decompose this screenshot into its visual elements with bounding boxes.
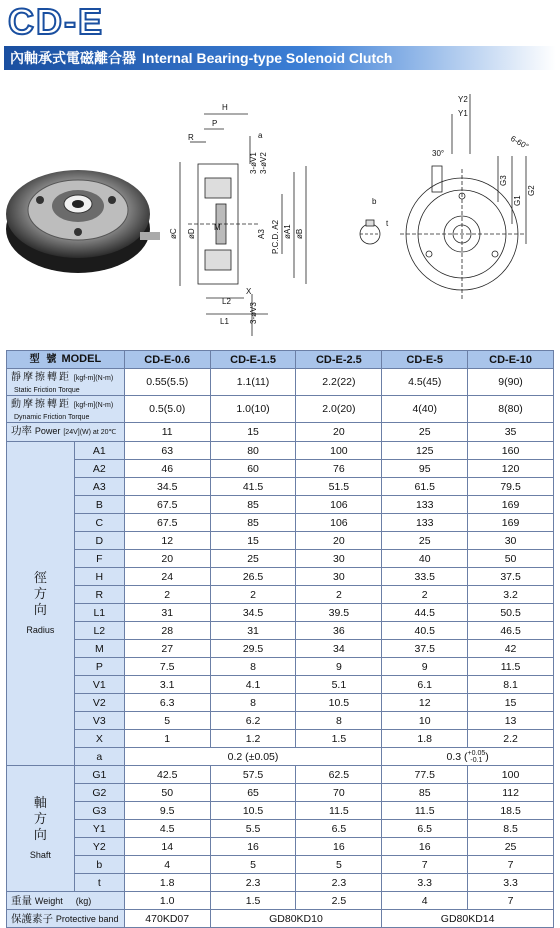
table-row	[7, 550, 554, 568]
banner-text	[10, 47, 392, 69]
param-value: 8.5	[468, 820, 554, 838]
param-value: 79.5	[468, 478, 554, 496]
param-value: 3.2	[468, 586, 554, 604]
power-label: 功率 Power [24V](W) at 20℃	[7, 423, 125, 442]
param-value: 85	[210, 496, 296, 514]
dim-A3: A3	[257, 229, 266, 239]
dim-A2: P.C.D. A2	[271, 219, 280, 254]
param-value: 57.5	[210, 766, 296, 784]
model-col: CD-E-5	[382, 351, 468, 369]
clutch-photo	[6, 170, 160, 273]
param-name: V3	[74, 712, 124, 730]
dim-D: øD	[187, 228, 196, 239]
param-value: 63	[124, 442, 210, 460]
param-value: 14	[124, 838, 210, 856]
dim-L2: L2	[222, 297, 231, 306]
param-name: R	[74, 586, 124, 604]
model-col: CD-E-2.5	[296, 351, 382, 369]
param-value: 133	[382, 496, 468, 514]
table-row	[7, 658, 554, 676]
param-value: 28	[124, 622, 210, 640]
param-value: 160	[468, 442, 554, 460]
param-value: 169	[468, 514, 554, 532]
param-value: 46.5	[468, 622, 554, 640]
param-value: 44.5	[382, 604, 468, 622]
param-name: G3	[74, 802, 124, 820]
param-value: 41.5	[210, 478, 296, 496]
dim-M: M	[214, 223, 221, 232]
param-value: 37.5	[382, 640, 468, 658]
param-value: 106	[296, 514, 382, 532]
param-value: 31	[124, 604, 210, 622]
param-value: 1.5	[296, 730, 382, 748]
param-value: 30	[468, 532, 554, 550]
param-value: 25	[210, 550, 296, 568]
static-torque-label: 靜摩擦轉距 [kgf-m](N-m) Static Friction Torque	[7, 369, 125, 396]
table-row	[7, 514, 554, 532]
param-value: 77.5	[382, 766, 468, 784]
param-value: 7	[468, 856, 554, 874]
dim-R: R	[188, 133, 194, 142]
param-value: 2	[296, 586, 382, 604]
param-value: 1	[124, 730, 210, 748]
param-value: 120	[468, 460, 554, 478]
param-value: 76	[296, 460, 382, 478]
param-value: 37.5	[468, 568, 554, 586]
param-name: L1	[74, 604, 124, 622]
table-row	[7, 820, 554, 838]
table-row	[7, 568, 554, 586]
table-row	[7, 838, 554, 856]
param-value: 60	[210, 460, 296, 478]
a-value-2: 0.3 (+0.05 -0.1 )	[382, 748, 554, 766]
param-value: 50.5	[468, 604, 554, 622]
model-col: CD-E-10	[468, 351, 554, 369]
param-value: 125	[382, 442, 468, 460]
table-row	[7, 874, 554, 892]
param-value: 4.1	[210, 676, 296, 694]
param-value: 7.5	[124, 658, 210, 676]
param-value: 169	[468, 496, 554, 514]
param-value: 4	[124, 856, 210, 874]
param-value: 10.5	[296, 694, 382, 712]
param-value: 9	[382, 658, 468, 676]
param-value: 40	[382, 550, 468, 568]
param-value: 5.1	[296, 676, 382, 694]
model-col: CD-E-1.5	[210, 351, 296, 369]
param-name: G2	[74, 784, 124, 802]
param-value: 25	[468, 838, 554, 856]
param-value: 50	[468, 550, 554, 568]
param-name: D	[74, 532, 124, 550]
param-value: 2.3	[296, 874, 382, 892]
dim-6-60: 6-60°	[509, 133, 531, 152]
title-area	[4, 2, 556, 42]
param-value: 10	[382, 712, 468, 730]
param-value: 15	[468, 694, 554, 712]
spec-table	[6, 350, 554, 928]
param-value: 9	[296, 658, 382, 676]
param-value: 24	[124, 568, 210, 586]
param-value: 112	[468, 784, 554, 802]
param-value: 100	[468, 766, 554, 784]
param-value: 8	[296, 712, 382, 730]
param-value: 30	[296, 550, 382, 568]
param-value: 33.5	[382, 568, 468, 586]
param-value: 67.5	[124, 514, 210, 532]
param-name: Y1	[74, 820, 124, 838]
param-value: 51.5	[296, 478, 382, 496]
dim-V3: 3-øV3	[249, 302, 258, 324]
param-name: A1	[74, 442, 124, 460]
param-value: 70	[296, 784, 382, 802]
param-value: 6.5	[382, 820, 468, 838]
param-value: 67.5	[124, 496, 210, 514]
param-value: 50	[124, 784, 210, 802]
param-value: 1.2	[210, 730, 296, 748]
param-name: A3	[74, 478, 124, 496]
param-value: 1.8	[382, 730, 468, 748]
param-value: 26.5	[210, 568, 296, 586]
param-value: 27	[124, 640, 210, 658]
dim-V2: 3-øV2	[259, 152, 268, 174]
table-row	[7, 802, 554, 820]
dynamic-torque-row: 動摩擦轉距 [kgf-m](N-m) Dynamic Friction Torque 0.5(5.0) 1.0(10) 2.0(20) 4(40) 8(80)	[7, 396, 554, 423]
param-value: 29.5	[210, 640, 296, 658]
param-value: 3.3	[382, 874, 468, 892]
param-value: 25	[382, 532, 468, 550]
param-value: 11.5	[468, 658, 554, 676]
shaft-detail	[360, 220, 380, 244]
param-name: t	[74, 874, 124, 892]
param-value: 20	[296, 532, 382, 550]
param-value: 8.1	[468, 676, 554, 694]
param-value: 42	[468, 640, 554, 658]
dim-Y2: Y2	[458, 95, 468, 104]
title-cn: 內軸承式電磁離合器	[10, 50, 136, 66]
param-value: 15	[210, 532, 296, 550]
param-value: 13	[468, 712, 554, 730]
param-value: 31	[210, 622, 296, 640]
protective-band-row: 保護素子 Protective band 470KD07 GD80KD10 GD80KD14	[7, 910, 554, 928]
param-name: F	[74, 550, 124, 568]
param-value: 10.5	[210, 802, 296, 820]
param-value: 65	[210, 784, 296, 802]
param-value: 2.2	[468, 730, 554, 748]
param-value: 5	[210, 856, 296, 874]
shaft-body-group-label: 軸 方 向 Shaft	[7, 766, 75, 892]
param-value: 42.5	[124, 766, 210, 784]
param-value: 16	[382, 838, 468, 856]
param-value: 3.3	[468, 874, 554, 892]
dim-Y1: Y1	[458, 109, 468, 118]
param-value: 36	[296, 622, 382, 640]
table-row	[7, 604, 554, 622]
param-value: 9.5	[124, 802, 210, 820]
param-value: 6.5	[296, 820, 382, 838]
dim-G2: G2	[527, 185, 536, 196]
param-value: 133	[382, 514, 468, 532]
param-value: 16	[296, 838, 382, 856]
dim-C: øC	[169, 228, 178, 239]
table-row	[7, 532, 554, 550]
param-value: 5.5	[210, 820, 296, 838]
radius-rows	[7, 442, 554, 766]
param-value: 6.3	[124, 694, 210, 712]
dim-H: H	[222, 103, 228, 112]
band-label: 保護素子 Protective band	[7, 910, 125, 928]
param-value: 4.5	[124, 820, 210, 838]
param-value: 40.5	[382, 622, 468, 640]
param-name: b	[74, 856, 124, 874]
param-value: 34.5	[210, 604, 296, 622]
param-name: L2	[74, 622, 124, 640]
table-row	[7, 694, 554, 712]
param-value: 11.5	[382, 802, 468, 820]
technical-figure	[0, 74, 560, 344]
side-view-drawing	[400, 94, 526, 299]
dim-30deg: 30°	[432, 149, 445, 158]
param-name: G1	[74, 766, 124, 784]
param-value: 2	[210, 586, 296, 604]
dim-P: P	[212, 119, 218, 128]
static-torque-row: 靜摩擦轉距 [kgf-m](N-m) Static Friction Torque 0.55(5.5) 1.1(11) 2.2(22) 4.5(45) 9(90)	[7, 369, 554, 396]
table-row	[7, 622, 554, 640]
table-row	[7, 640, 554, 658]
param-name: Y2	[74, 838, 124, 856]
param-value: 18.5	[468, 802, 554, 820]
title-banner	[4, 44, 556, 72]
param-value: 11.5	[296, 802, 382, 820]
param-name: A2	[74, 460, 124, 478]
table-row	[7, 460, 554, 478]
dim-A1: øA1	[283, 224, 292, 239]
param-value: 100	[296, 442, 382, 460]
param-value: 34.5	[124, 478, 210, 496]
table-row	[7, 496, 554, 514]
table-row	[7, 676, 554, 694]
param-value: 8	[210, 658, 296, 676]
param-value: 8	[210, 694, 296, 712]
param-value: 85	[210, 514, 296, 532]
shaft-rows	[7, 766, 554, 892]
model-code-title: CD-E	[8, 1, 104, 42]
dim-X: X	[246, 287, 252, 296]
table-row	[7, 478, 554, 496]
dim-a: a	[258, 131, 263, 140]
title-en: Internal Bearing-type Solenoid Clutch	[142, 50, 393, 66]
dynamic-torque-label: 動摩擦轉距 [kgf-m](N-m) Dynamic Friction Torque	[7, 396, 125, 423]
param-value: 95	[382, 460, 468, 478]
param-value: 6.1	[382, 676, 468, 694]
dim-G3: G3	[499, 175, 508, 186]
table-row	[7, 442, 554, 460]
param-value: 16	[210, 838, 296, 856]
table-row	[7, 784, 554, 802]
param-value: 30	[296, 568, 382, 586]
model-col: CD-E-0.6	[124, 351, 210, 369]
param-name: X	[74, 730, 124, 748]
param-value: 85	[382, 784, 468, 802]
param-name: C	[74, 514, 124, 532]
param-name: H	[74, 568, 124, 586]
param-value: 62.5	[296, 766, 382, 784]
radius-body-group-label: 徑 方 向 Radius	[7, 442, 75, 766]
param-value: 12	[124, 532, 210, 550]
param-value: 34	[296, 640, 382, 658]
param-value: 61.5	[382, 478, 468, 496]
dim-G1: G1	[513, 195, 522, 206]
param-name: P	[74, 658, 124, 676]
param-value: 106	[296, 496, 382, 514]
param-name: B	[74, 496, 124, 514]
param-value: 1.8	[124, 874, 210, 892]
param-value: 5	[296, 856, 382, 874]
dim-t: t	[386, 219, 389, 228]
param-value: 20	[124, 550, 210, 568]
param-value: 7	[382, 856, 468, 874]
table-row	[7, 856, 554, 874]
param-name: M	[74, 640, 124, 658]
param-value: 5	[124, 712, 210, 730]
table-row-a: a 0.2 (±0.05) 0.3 (+0.05 -0.1 )	[7, 748, 554, 766]
power-row: 功率 Power [24V](W) at 20℃ 11 15 20 25 35	[7, 423, 554, 442]
param-value: 6.2	[210, 712, 296, 730]
param-value: 2	[382, 586, 468, 604]
table-header-row	[7, 351, 554, 369]
table-row	[7, 766, 554, 784]
param-value: 12	[382, 694, 468, 712]
model-label: 型 號 MODEL	[7, 351, 125, 369]
param-value: 2.3	[210, 874, 296, 892]
param-value: 46	[124, 460, 210, 478]
param-name: V1	[74, 676, 124, 694]
dim-V1: 3-øV1	[249, 152, 258, 174]
table-row	[7, 586, 554, 604]
param-value: 80	[210, 442, 296, 460]
param-value: 3.1	[124, 676, 210, 694]
dim-b: b	[372, 197, 377, 206]
param-value: 39.5	[296, 604, 382, 622]
weight-label: 重量 Weight (kg)	[7, 892, 125, 910]
param-name: V2	[74, 694, 124, 712]
table-row	[7, 730, 554, 748]
param-value: 2	[124, 586, 210, 604]
dim-L1: L1	[220, 317, 229, 326]
dim-B: øB	[295, 228, 304, 239]
table-row	[7, 712, 554, 730]
weight-row: 重量 Weight (kg) 1.0 1.5 2.5 4 7	[7, 892, 554, 910]
